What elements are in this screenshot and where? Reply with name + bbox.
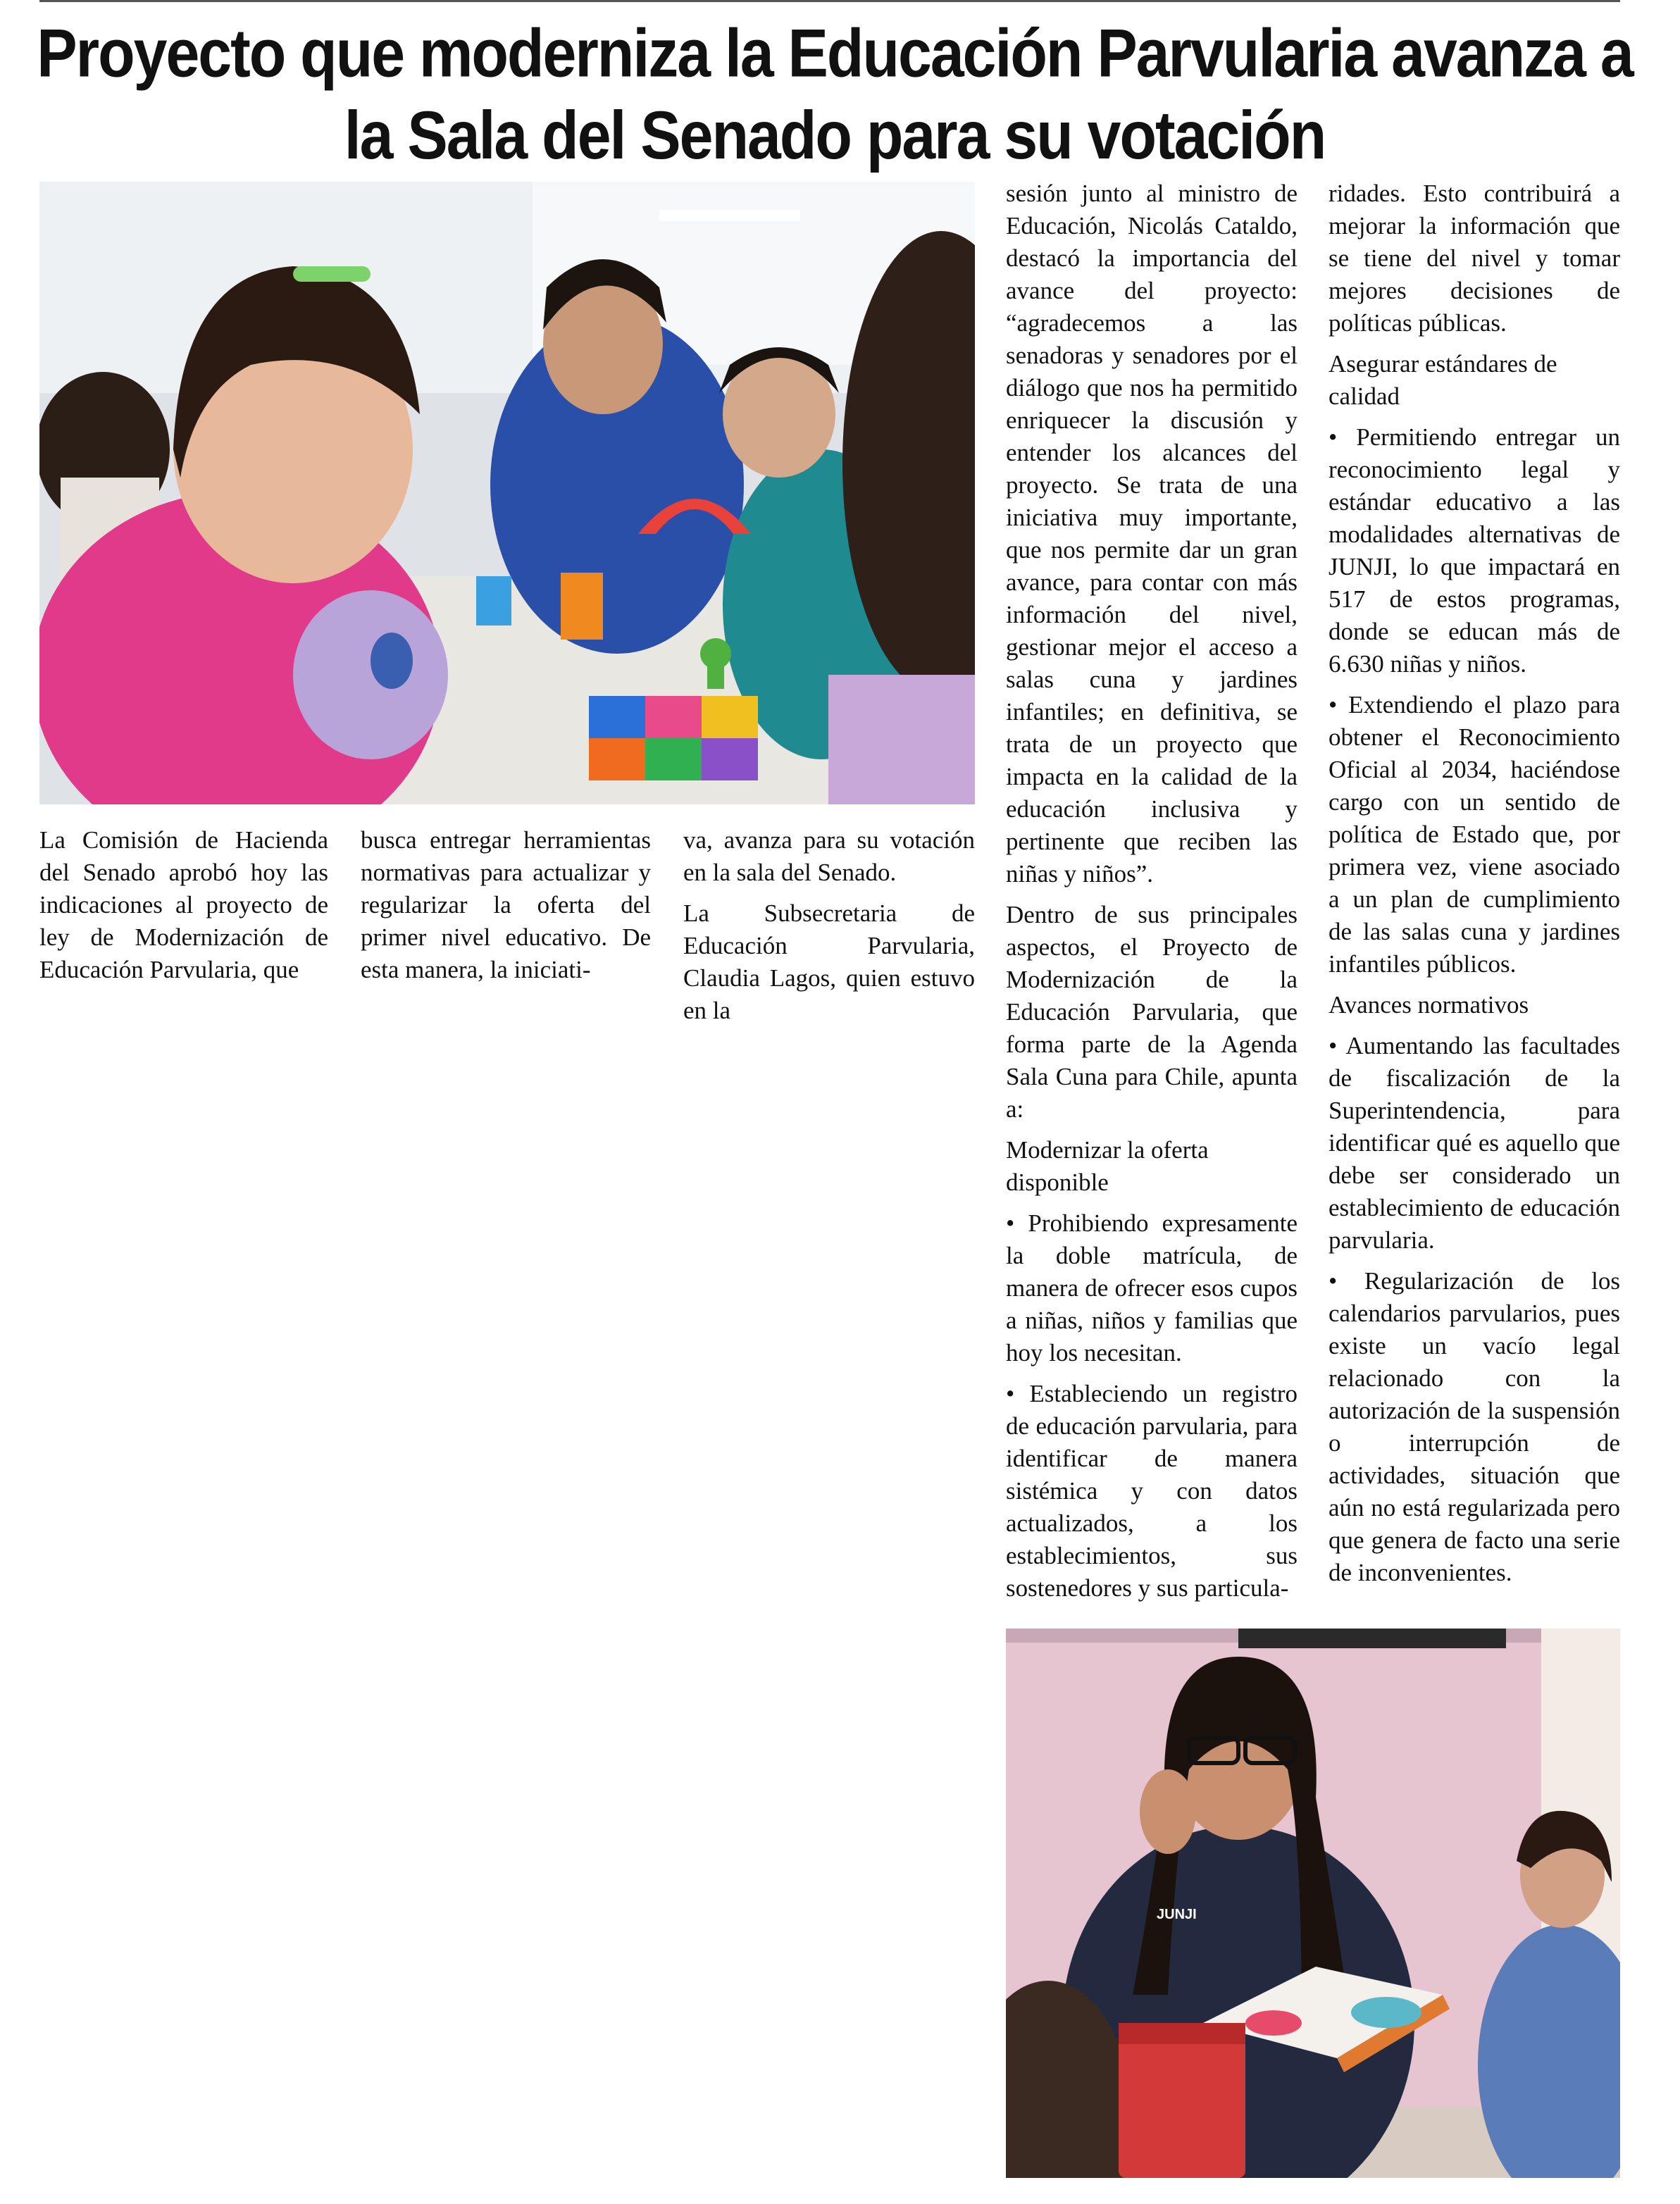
paragraph: sesión junto al ministro de Educación, Nicolás Cataldo, destacó la importancia del avance del proyecto: “agradecemos a las senadoras y senadores por el diálogo que nos ha permitido enriquecer la discusión y entender los alcances del proyecto. Se trata de una iniciativa muy importante, que nos permite dar un gran avance, para contar con más información del nivel, gestionar mejor el acceso a salas cuna y jardines infantiles; en definitiva, se trata de un proyecto que impacta en la calidad de la educación inclusiva y pertinente que reciben las niñas y niños”.: [1006, 180, 1298, 888]
column-2: [361, 824, 651, 995]
bullet-item: • Prohibiendo expresamente la doble matrícula, de manera de ofrecer esos cupos a niñas, niños y familias que hoy los necesitan.: [1006, 1209, 1298, 1366]
column-1: [39, 824, 328, 995]
bullet-item: • Extendiendo el plazo para obtener el Reconocimiento Oficial al 2034, haciéndose cargo con un sentido de política de Estado que, por primera vez, viene asociado a un plan de cumplimiento de las salas cuna y jardines infantiles públicos.: [1329, 691, 1620, 978]
paragraph: busca entregar herramientas normativas para actualizar y regularizar la oferta del primer nivel educativo. De esta manera, la iniciati-: [361, 826, 651, 983]
column-3: [683, 824, 975, 1035]
column-5: [1329, 178, 1620, 1598]
photo-teacher-reading: [1006, 1629, 1620, 2178]
paragraph: La Subsecretaria de Educación Parvularia, Claudia Lagos, quien estuvo en la: [683, 899, 975, 1024]
headline: Proyecto que moderniza la Educación Parvularia avanza a la Sala del Senado para su votación: [37, 15, 1633, 174]
photo-classroom-toys: [39, 182, 975, 804]
subheading: Modernizar la oferta disponible: [1006, 1136, 1209, 1196]
bullet-item: • Permitiendo entregar un reconocimiento legal y estándar educativo a las modalidades alternativas de JUNJI, lo que impactará en 517 de estos programas, donde se educan más de 6.630 niñas y niños.: [1329, 423, 1620, 678]
paragraph: ridades. Esto contribuirá a mejorar la información que se tiene del nivel y tomar mejores decisiones de políticas públicas.: [1329, 180, 1620, 337]
paragraph: Dentro de sus principales aspectos, el Proyecto de Modernización de la Educación Parvularia, que forma parte de la Agenda Sala Cuna para Chile, apunta a:: [1006, 901, 1298, 1123]
top-rule: [39, 0, 1620, 2]
shirt-logo: JUNJI: [1157, 1907, 1197, 1922]
bullet-item: • Regularización de los calendarios parvularios, pues existe un vacío legal relacionado con la autorización de la suspensión o interrupción de actividades, situación que aún no está regularizada pero que genera de facto una serie de inconvenientes.: [1329, 1267, 1620, 1586]
paragraph: va, avanza para su votación en la sala del Senado.: [683, 826, 975, 886]
bullet-item: • Aumentando las facultades de fiscalización de la Superintendencia, para identificar qué es aquello que debe ser considerado un establecimiento de educación parvularia.: [1329, 1032, 1620, 1254]
column-4: [1006, 178, 1298, 1613]
subheading: Asegurar estándares de calidad: [1329, 350, 1557, 410]
subheading: Avances normativos: [1329, 991, 1529, 1019]
paragraph: La Comisión de Hacienda del Senado aprobó hoy las indicaciones al proyecto de ley de Modernización de Educación Parvularia, que: [39, 826, 328, 983]
bullet-item: • Estableciendo un registro de educación parvularia, para identificar de manera sistémica y con datos actualizados, a los establecimientos, sus sostenedores y sus particula-: [1006, 1380, 1298, 1602]
